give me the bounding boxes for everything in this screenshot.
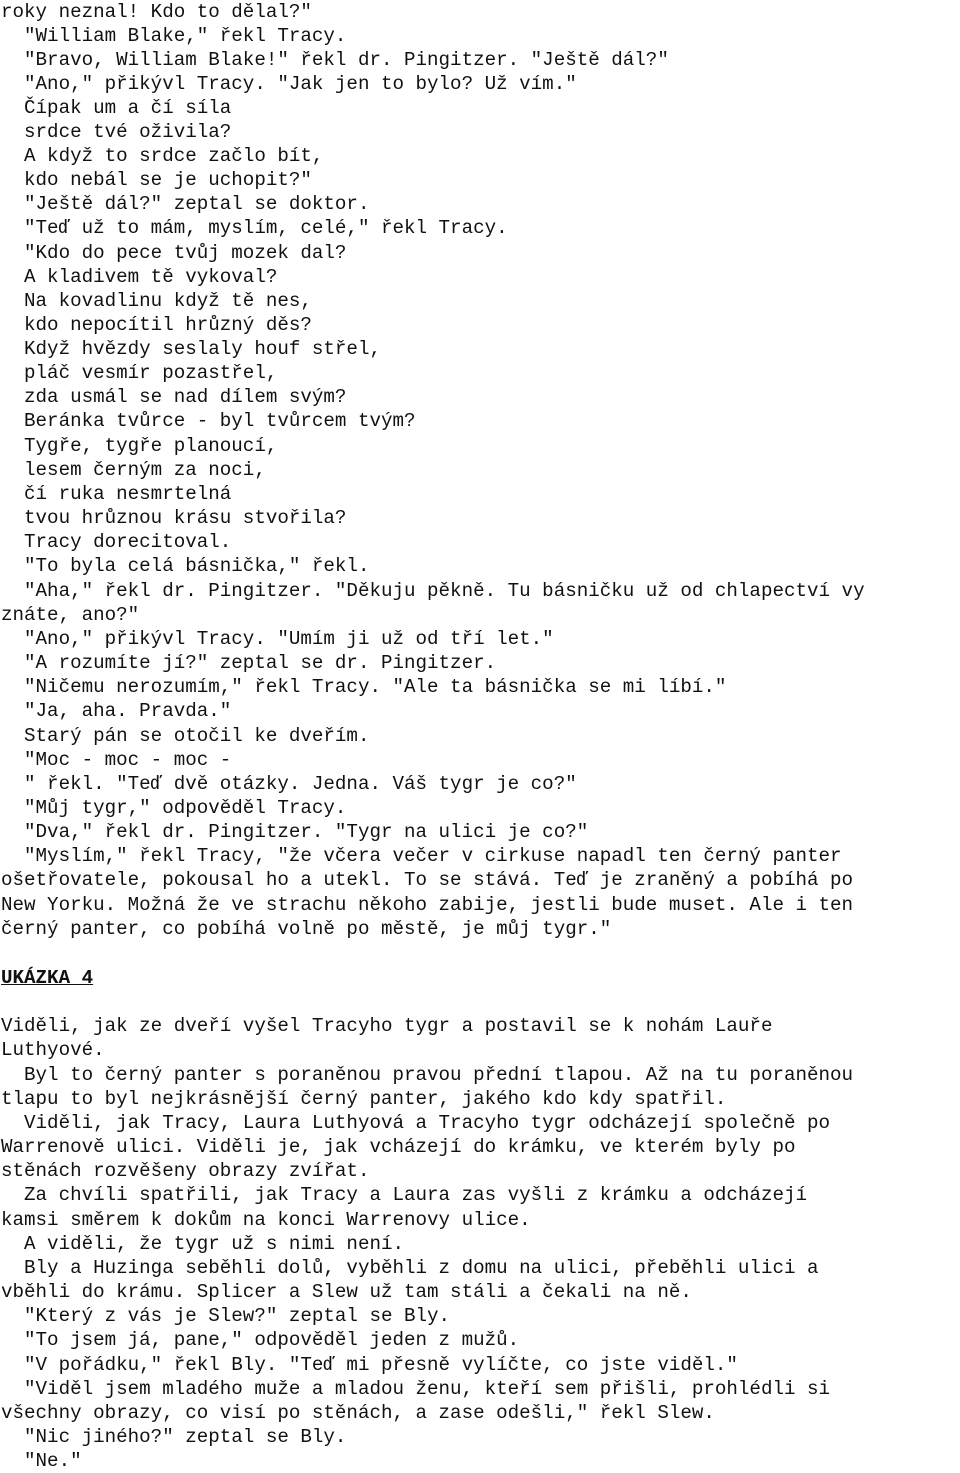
text-line: "To byla celá básnička," řekl. bbox=[1, 555, 370, 577]
text-line: černý panter, co pobíhá volně po městě, je můj tygr." bbox=[1, 918, 612, 940]
text-line: "Aha," řekl dr. Pingitzer. "Děkuju pěkně. Tu básničku už od chlapectví vy bbox=[1, 580, 865, 602]
text-line: "Který z vás je Slew?" zeptal se Bly. bbox=[1, 1305, 451, 1327]
text-line: tvou hrůznou krásu stvořila? bbox=[1, 507, 347, 529]
text-line: kdo nebál se je uchopit?" bbox=[1, 169, 312, 191]
text-line: znáte, ano?" bbox=[1, 604, 140, 626]
text-line: "Kdo do pece tvůj mozek dal? bbox=[1, 242, 347, 264]
text-line: Viděli, jak Tracy, Laura Luthyová a Tracyho tygr odcházejí společně po bbox=[1, 1112, 831, 1134]
text-line: Čípak um a čí síla bbox=[1, 97, 232, 119]
text-line: Za chvíli spatřili, jak Tracy a Laura zas vyšli z krámku a odcházejí bbox=[1, 1184, 808, 1206]
text-line: "Nic jiného?" zeptal se Bly. bbox=[1, 1426, 347, 1448]
text-line: "Ještě dál?" zeptal se doktor. bbox=[1, 193, 370, 215]
text-line: pláč vesmír pozastřel, bbox=[1, 362, 278, 384]
text-line: "To jsem já, pane," odpověděl jeden z mužů. bbox=[1, 1329, 520, 1351]
text-line: Byl to černý panter s poraněnou pravou přední tlapou. Až na tu poraněnou bbox=[1, 1064, 854, 1086]
text-line: "Teď už to mám, myslím, celé," řekl Tracy. bbox=[1, 217, 508, 239]
text-line: Viděli, jak ze dveří vyšel Tracyho tygr a postavil se k nohám Lauře bbox=[1, 1015, 773, 1037]
text-line: Luthyové. bbox=[1, 1039, 105, 1061]
section-heading: UKÁZKA 4 bbox=[1, 967, 94, 989]
text-line: tlapu to byl nejkrásnější černý panter, jakého kdo kdy spatřil. bbox=[1, 1088, 727, 1110]
text-line: stěnách rozvěšeny obrazy zvířat. bbox=[1, 1160, 370, 1182]
text-line: "Ano," přikývl Tracy. "Umím ji už od tří let." bbox=[1, 628, 554, 650]
text-line: New Yorku. Možná že ve strachu někoho zabije, jestli bude muset. Ale i ten bbox=[1, 894, 854, 916]
text-line: Warrenově ulici. Viděli je, jak vcházejí do krámku, ve kterém byly po bbox=[1, 1136, 796, 1158]
text-line: "Viděl jsem mladého muže a mladou ženu, kteří sem přišli, prohlédli si bbox=[1, 1378, 831, 1400]
text-line: kamsi směrem k dokům na konci Warrenovy ulice. bbox=[1, 1209, 531, 1231]
text-line: A kladivem tě vykoval? bbox=[1, 266, 278, 288]
text-line: " řekl. "Teď dvě otázky. Jedna. Váš tygr je co?" bbox=[1, 773, 577, 795]
text-line: Starý pán se otočil ke dveřím. bbox=[1, 725, 370, 747]
text-line: "Ne." bbox=[1, 1450, 82, 1472]
text-line: "A rozumíte jí?" zeptal se dr. Pingitzer. bbox=[1, 652, 497, 674]
text-line: všechny obrazy, co visí po stěnách, a zase odešli," řekl Slew. bbox=[1, 1402, 715, 1424]
text-line: "Ano," přikývl Tracy. "Jak jen to bylo? Už vím." bbox=[1, 73, 577, 95]
text-line: "Můj tygr," odpověděl Tracy. bbox=[1, 797, 347, 819]
text-line: "William Blake," řekl Tracy. bbox=[1, 25, 347, 47]
text-line: "Bravo, William Blake!" řekl dr. Pingitzer. "Ještě dál?" bbox=[1, 49, 669, 71]
text-line: Když hvězdy seslaly houf střel, bbox=[1, 338, 381, 360]
text-line: "Myslím," řekl Tracy, "že včera večer v cirkuse napadl ten černý panter bbox=[1, 845, 842, 867]
text-line: "V pořádku," řekl Bly. "Teď mi přesně vylíčte, co jste viděl." bbox=[1, 1354, 738, 1376]
text-line: zda usmál se nad dílem svým? bbox=[1, 386, 347, 408]
text-line: "Ja, aha. Pravda." bbox=[1, 700, 232, 722]
text-line: lesem černým za noci, bbox=[1, 459, 266, 481]
text-line: čí ruka nesmrtelná bbox=[1, 483, 232, 505]
text-line: "Ničemu nerozumím," řekl Tracy. "Ale ta básnička se mi líbí." bbox=[1, 676, 727, 698]
text-line: Tracy dorecitoval. bbox=[1, 531, 232, 553]
text-line: roky neznal! Kdo to dělal?" bbox=[1, 1, 312, 23]
text-line: ošetřovatele, pokousal ho a utekl. To se stává. Teď je zraněný a pobíhá po bbox=[1, 869, 854, 891]
text-line: A viděli, že tygr už s nimi není. bbox=[1, 1233, 405, 1255]
text-line: Beránka tvůrce - byl tvůrcem tvým? bbox=[1, 410, 416, 432]
text-line: Bly a Huzinga seběhli dolů, vyběhli z domu na ulici, přeběhli ulici a bbox=[1, 1257, 819, 1279]
text-line: Tygře, tygře planoucí, bbox=[1, 435, 278, 457]
text-line: A když to srdce začlo bít, bbox=[1, 145, 324, 167]
text-line: srdce tvé oživila? bbox=[1, 121, 232, 143]
text-line: vběhli do krámu. Splicer a Slew už tam stáli a čekali na ně. bbox=[1, 1281, 692, 1303]
text-line: Na kovadlinu když tě nes, bbox=[1, 290, 312, 312]
text-line: "Moc - moc - moc - bbox=[1, 749, 232, 771]
text-line: "Dva," řekl dr. Pingitzer. "Tygr na ulici je co?" bbox=[1, 821, 589, 843]
text-line: kdo nepocítil hrůzný děs? bbox=[1, 314, 312, 336]
